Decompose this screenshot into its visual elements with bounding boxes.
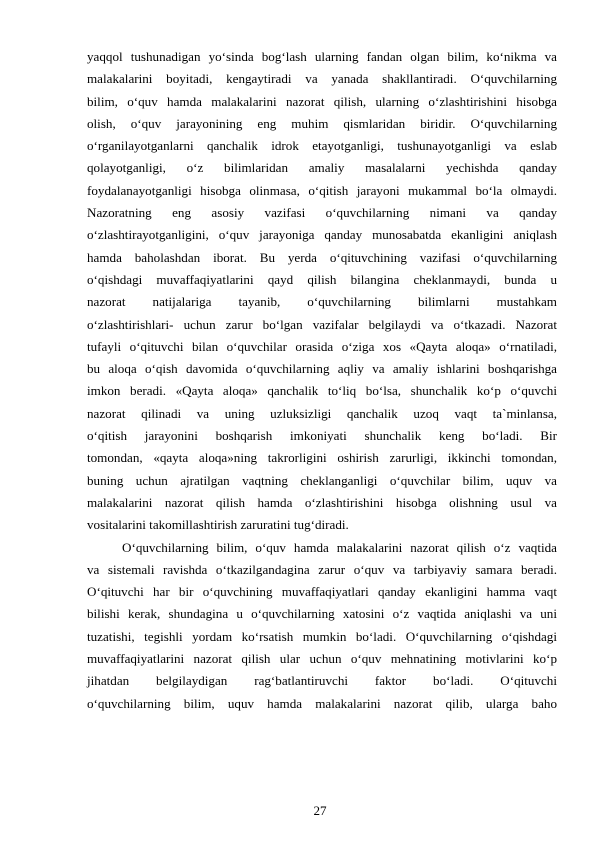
text-line: jihatdan belgilaydigan rag‘batlantiruvchi faktor bo‘ladi. O‘qituvchi: [87, 673, 557, 689]
text-line: Nazoratning eng asosiy vazifasi o‘quvchilarning nimani va qanday: [87, 205, 557, 221]
text-line: muvaffaqiyatlarini nazorat qilish ular uchun o‘quv mehnatining motivlarini ko‘p: [87, 651, 557, 667]
text-line: O‘quvchilarning bilim, o‘quv hamda malakalarini nazorat qilish o‘z vaqtida: [122, 539, 557, 555]
paragraph: [87, 537, 557, 715]
text-line: tufayli o‘qituvchi bilan o‘quvchilar orasida o‘ziga xos «Qayta aloqa» o‘rnatiladi,: [87, 338, 557, 354]
page-number: 27: [313, 803, 327, 818]
paragraph: [87, 46, 557, 537]
text-line: o‘qitish jarayonini boshqarish imkoniyati shunchalik keng bo‘ladi. Bir: [87, 428, 557, 444]
text-line: bu aloqa o‘qish davomida o‘quvchilarning aqliy va amaliy ishlarini boshqarishga: [87, 361, 557, 377]
text-line: tuzatishi, tegishli yordam ko‘rsatish mumkin bo‘ladi. O‘quvchilarning o‘qishdagi: [87, 628, 557, 644]
text-line: malakalarini nazorat qilish hamda o‘zlashtirishini hisobga olishning usul va: [87, 494, 557, 510]
text-line: o‘rganilayotganlarni qanchalik idrok etayotganligi, tushunayotganligi va eslab: [87, 138, 557, 154]
text-line: nazorat natijalariga tayanib, o‘quvchilarning bilimlarni mustahkam: [87, 294, 557, 310]
body-text: [87, 46, 557, 715]
text-line: imkon beradi. «Qayta aloqa» qanchalik to‘liq bo‘lsa, shunchalik ko‘p o‘quvchi: [87, 383, 557, 399]
text-line: buning uchun ajratilgan vaqtning cheklanganligi o‘quvchilar bilim, uquv va: [87, 472, 557, 488]
text-line: malakalarini boyitadi, kengaytiradi va yanada shakllantiradi. O‘quvchilarning: [87, 71, 557, 87]
text-line: va sistemali ravishda o‘tkazilgandagina zarur o‘quv va tarbiyaviy samara beradi.: [87, 561, 557, 577]
text-line: hamda baholashdan iborat. Bu yerda o‘qituvchining vazifasi o‘quvchilarning: [87, 249, 557, 265]
text-line: yaqqol tushunadigan yo‘sinda bog‘lash ularning fandan olgan bilim, ko‘nikma va: [87, 49, 557, 64]
text-line: o‘zlashtirayotganligini, o‘quv jarayoniga qanday munosabatda ekanligini aniqlash: [87, 227, 557, 243]
text-line: olish, o‘quv jarayonining eng muhim qismlaridan biridir. O‘quvchilarning: [87, 115, 557, 131]
text-line: qolayotganligi, o‘z bilimlaridan amaliy masalalarni yechishda qanday: [87, 160, 557, 176]
text-line: tomondan, «qayta aloqa»ning takrorligini oshirish zarurligi, ikkinchi tomondan,: [87, 450, 557, 466]
text-line: bilishi kerak, shundagina u o‘quvchilarning xatosini o‘z vaqtida aniqlashi va uni: [87, 606, 557, 622]
text-line: O‘qituvchi har bir o‘quvchining muvaffaqiyatlari qanday ekanligini hamma vaqt: [87, 584, 557, 600]
text-line: o‘quvchilarning bilim, uquv hamda malakalarini nazorat qilib, ularga baho: [87, 695, 557, 711]
text-line: foydalanayotganligi hisobga olinmasa, o‘qitish jarayoni mukammal bo‘la olmaydi.: [87, 182, 557, 198]
text-line: bilim, o‘quv hamda malakalarini nazorat qilish, ularning o‘zlashtirishini hisobga: [87, 93, 557, 109]
text-line: nazorat qilinadi va uning uzluksizligi qanchalik uzoq vaqt ta`minlansa,: [87, 405, 557, 421]
text-line: o‘qishdagi muvaffaqiyatlarini qayd qilish bilangina cheklanmaydi, bunda u: [87, 271, 557, 287]
text-line: o‘zlashtirishlari- uchun zarur bo‘lgan vazifalar belgilaydi va o‘tkazadi. Nazorat: [87, 316, 557, 332]
text-line: vositalarini takomillashtirish zaruratini tug‘diradi.: [87, 517, 349, 533]
